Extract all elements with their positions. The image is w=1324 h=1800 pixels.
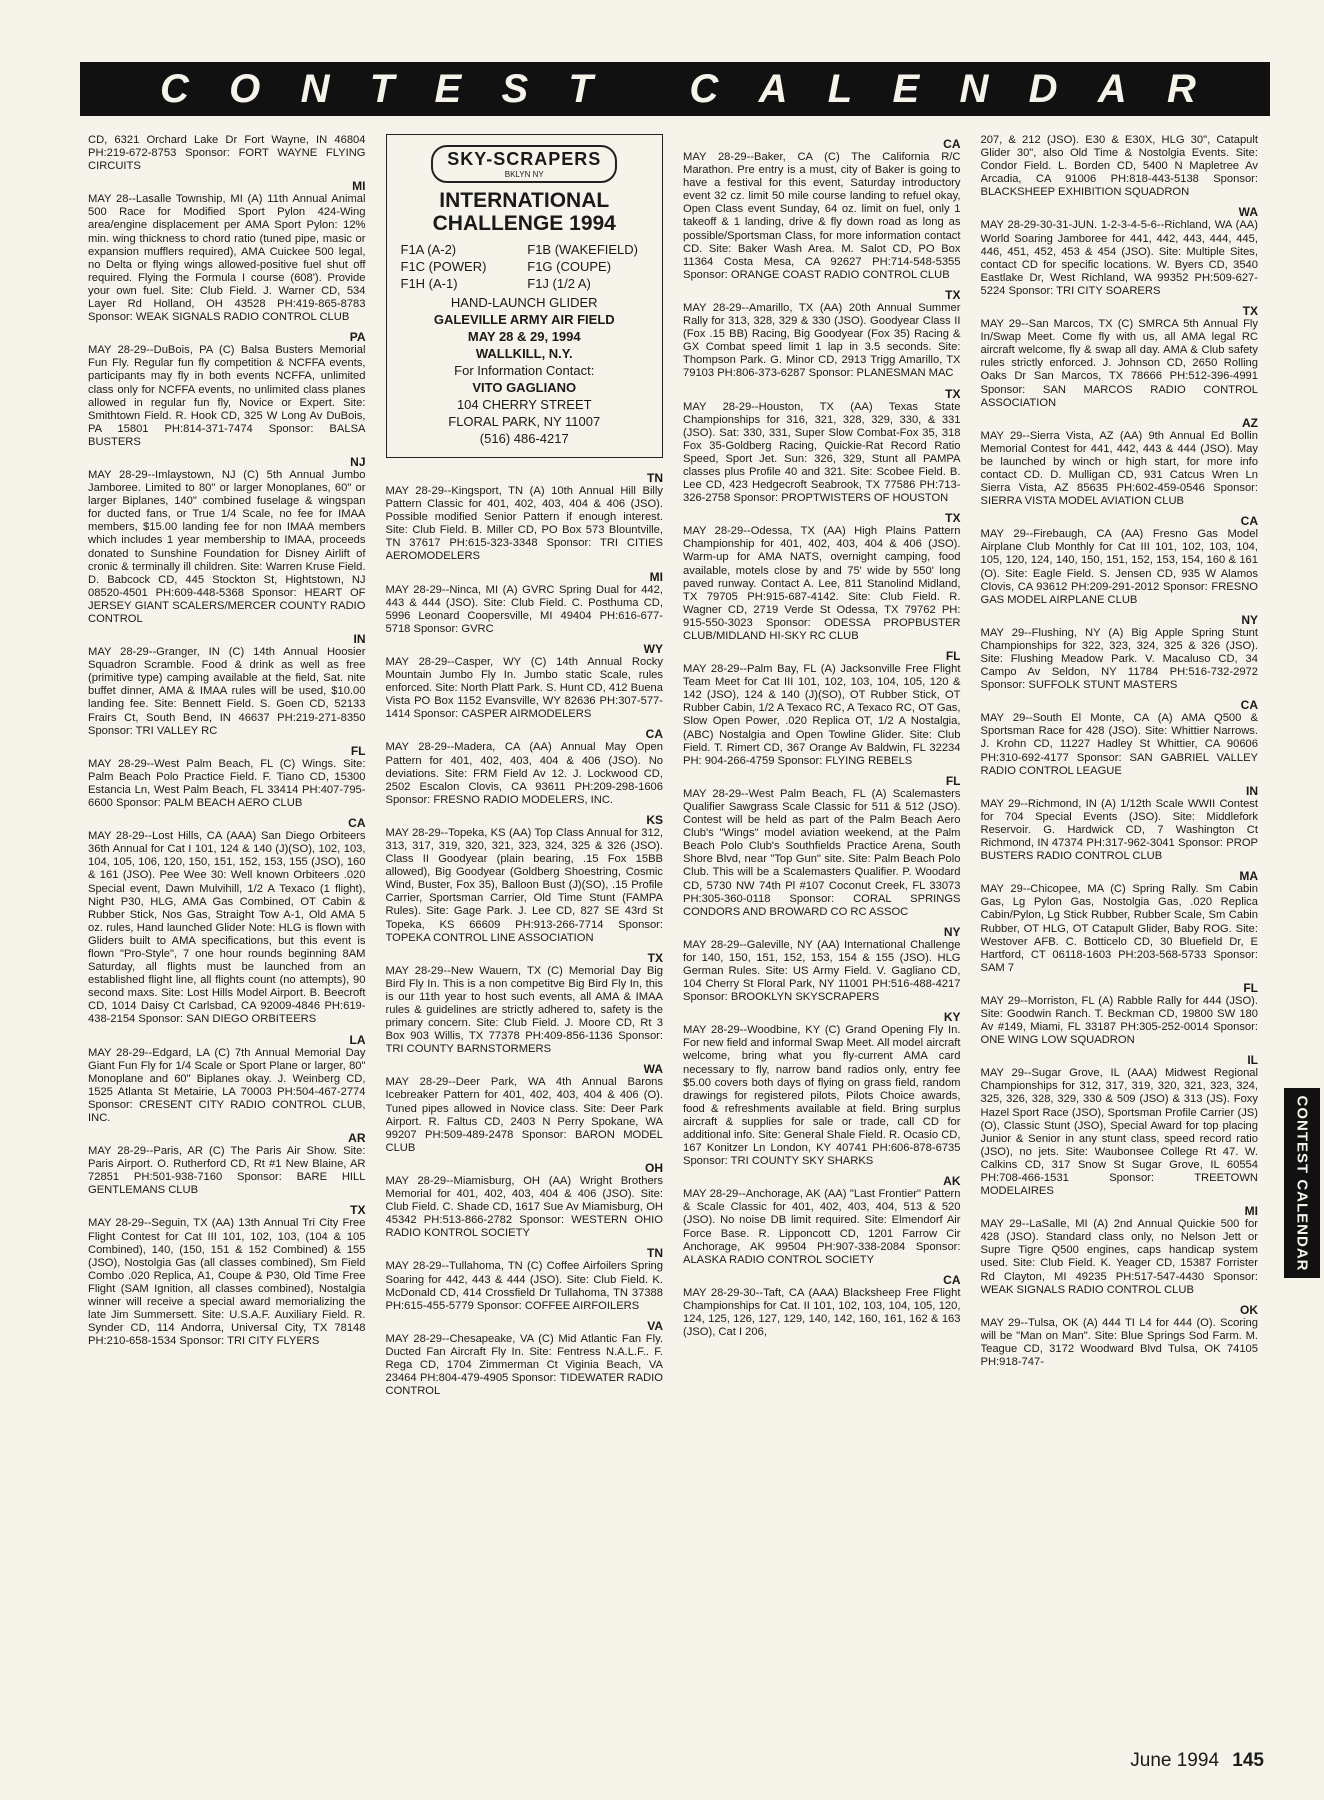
state-heading: WA [643,1062,663,1077]
ad-line: 104 CHERRY STREET [456,397,592,412]
state-heading: CA [348,816,366,831]
ad-class: F1A (A-2) [400,242,457,257]
contest-calendar-banner [80,62,1270,116]
contest-entry: MAY 28-29--Madera, CA (AA) Annual May Open Pattern for 401, 402, 403, 404 & 406 (JSO). No deviations. Site: FRM Field Av 12. J. Lockwood CD, 2502 Escalon Clovis, CA 93611 PH:209-298-1606 Sponsor: FRESNO RADIO MODELERS, INC. [385,741,663,806]
contest-entry: MAY 29--Richmond, IN (A) 1/12th Scale WWII Contest for 704 Special Events (JSO). Site: Middlefork Reservoir. G. Hardwick CD, 7 Washington Ct Richmond, IN 47374 PH:317-962-3041 Sponsor: PROP BUSTERS RADIO CONTROL CLUB [980,797,1258,863]
state-heading: NY [1241,612,1258,627]
contest-entry: MAY 28-29--West Palm Beach, FL (C) Wings. Site: Palm Beach Polo Practice Field. F. Tiano CD, 15300 Estancia Ln, West Palm Beach, FL 33414 PH:407-795-6600 Sponsor: PALM BEACH AERO CLUB [88,757,366,810]
contest-entry: MAY 28-29--Woodbine, KY (C) Grand Opening Fly In. For new field and informal Swap Meet. All model aircraft welcome, bring what you fly-current AMA card necessary to fly, narrow band radios only, entry fee $5.00 covers both days of flying on grass field, random drawings for registered pilots, Pilots Choice awards, food & refreshments available at field. Bring surplus aircraft & supplies for sale or trade, call CD for additional info. Site: General Shale Field. R. Ocasio CD, 167 Konitzer Ln London, KY 40741 PH:606-878-6735 Sponsor: TRI COUNTY SKY SHARKS [683,1024,961,1168]
ad-line: FLORAL PARK, NY 11007 [448,414,601,429]
state-heading: FL [350,743,366,758]
state-heading: NJ [350,454,366,469]
state-heading: TX [647,950,663,965]
ad-line: GALEVILLE ARMY AIR FIELD [433,312,615,327]
contest-entry: MAY 29--Sierra Vista, AZ (AA) 9th Annual Ed Bollin Memorial Contest for 441, 442, 443 & 444 (JSO). May be launched by winch or high start, for more info contact CD. D. Mulligan CD, 931 Catcus Wren Ln Sierra Vista, AZ 85635 PH:602-459-0546 Sponsor: SIERRA VISTA MODEL AVIATION CLUB [980,429,1258,508]
contest-entry: MAY 29--Chicopee, MA (C) Spring Rally. Sm Cabin Gas, Lg Pylon Gas, Nostolgia Gas, .020 Replica Cabin/Pylon, Lg Stick Rubber, Rubber Scale, Sm Cabin Rubber, OT HLG, OT Catapult Glider, Baby ROG. Site: Westover AFB. C. Botticelo CD, 30 Bluefield Dr, E Hartford, CT 06118-1603 PH:203-568-5733 Sponsor: SAM 7 [980,883,1258,974]
state-heading: OH [645,1160,663,1175]
state-heading: MI [352,179,366,194]
state-heading: NY [943,924,961,939]
side-tab-label: CONTEST CALENDAR [1293,1095,1311,1271]
state-heading: CA [1240,698,1258,713]
state-heading: WA [1238,205,1258,220]
ad-line: (516) 486-4217 [479,431,569,446]
contest-entry: MAY 29--Tulsa, OK (A) 444 TI L4 for 444 (O). Scoring will be "Man on Man". Site: Blue Springs Sod Farm. M. Teague CD, 3172 Woodward Blvd Tulsa, OK 74105 PH:918-747- [980,1316,1258,1369]
banner-letter: T [369,66,399,111]
contest-entry: 207, & 212 (JSO). E30 & E30X, HLG 30", Catapult Glider 30", also Old Time & Nostolgia Events. Site: Condor Field. L. Borden CD, 5400 N Mapletree Av Arcadia, CA 91006 PH:818-443-5138 Sponsor: BLACKSHEEP EXHIBITION SQUADRON [980,134,1258,199]
ad-class: F1G (COUPE) [527,259,612,274]
banner-letter: E [892,66,924,111]
state-heading: CA [645,727,663,742]
column-2 [386,134,664,1734]
ad-line: WALLKILL, N.Y. [475,346,573,361]
ad-class: F1C (POWER) [400,259,487,274]
banner-letter: A [758,66,792,111]
state-heading: OK [1240,1302,1258,1317]
state-heading: IN [353,632,366,647]
banner-letter: D [1028,66,1062,111]
ad-line: MAY 28 & 29, 1994 [467,329,581,344]
state-heading: AZ [1242,415,1258,430]
contest-entry: MAY 28-29--Galeville, NY (AA) International Challenge for 140, 150, 151, 152, 153, 154 & 155 (JSO). HLG German Rules. Site: US Army Field. V. Gagliano CD, 104 Cherry St Floral Park, NY 11001 PH:516-488-4217 Sponsor: BROOKLYN SKYSCRAPERS [683,938,961,1004]
state-heading: IL [1247,1053,1258,1068]
contest-entry: MAY 28-29--Miamisburg, OH (AA) Wright Brothers Memorial for 401, 402, 403, 404 & 406 (JSO). Site: Club Field. C. Shade CD, 1617 Sue Av Miamisburg, OH 45342 PH:513-866-2782 Sponsor: WESTERN OHIO RADIO KONTROL SOCIETY [385,1174,663,1240]
calendar-columns [88,134,1258,1734]
banner-letter: C [160,66,193,111]
contest-entry: MAY 28-29--Granger, IN (C) 14th Annual Hoosier Squadron Scramble. Food & drink as well as free (primitive type) camping available at the field, Sat. nite buffet dinner, AMA & IMAA rules will be used, $10.00 landing fee. Site: Bennett Field. S. Goen CD, 52133 Frairs Ct, South Bend, IN 46637 PH:219-271-8350 Sponsor: TRI VALLEY RC [88,646,366,737]
contest-entry: MAY 28-29--New Wauern, TX (C) Memorial Day Big Bird Fly In. This is a non competitve Big Bird Fly In, this is our 11th year to host such events, all AMA & IMAA rules & guidelines are strictly adhered to, safety is the primary concern. Site: Club Field. J. Moore CD, Rt 3 Box 903 Willis, TX 77378 PH:409-856-1136 Sponsor: TRI COUNTY BARNSTORMERS [385,964,663,1056]
banner-letter: R [1166,66,1200,111]
contest-entry: MAY 29--Firebaugh, CA (AA) Fresno Gas Model Airplane Club Monthly for Cat III 101, 102, 103, 104, 105, 120, 124, 140, 150, 151, 152, 153, 154, 160 & 161 (O). Site: Eagle Field. S. Jensen CD, 935 W Alamos Clovis, CA 93612 PH:209-291-2012 Sponsor: FRESNO GAS MODEL AIRPLANE CLUB [980,528,1258,606]
state-heading: AK [943,1174,961,1189]
contest-entry: MAY 28-29--Lost Hills, CA (AAA) San Diego Orbiteers 36th Annual for Cat I 101, 124 & 140 (J)(SO), 102, 103, 104, 105, 106, 120, 150, 151, 152, 153, 155 (JSO), 160 & 161 (JSO). Pee Wee 30: Well known Orbiteers .020 Special event, Dawn Mulvihill, 1/2 A Texaco (1 flight), Night P30, HLG, AMA Gas Combined, OT Cabin & Rubber Stick, Nos Gas, Straight Tow A-1, Old AMA 5 oz. rules, Hand launched Glider Note: HLG is flown with Gliders built to AMA specifications, but this event is flown "Pro-Style", 7 one hour rounds beginning 8AM Saturday, all flights must be launched from an established flight line, all flights count (no attempts), 90 second maxs. Site: Lost Hills Model Airport. B. Beecroft CD, 1014 Daisy Ct Carlsbad, CA 92009-4846 PH:619-438-2154 Sponsor: SAN DIEGO ORBITEERS [88,830,366,1026]
contest-entry: MAY 28-29--DuBois, PA (C) Balsa Busters Memorial Fun Fly. Regular fun fly competition & NCFFA events, participants may fly in both events NCFFA, unlimited class only for NCFFA events, no unlimited class planes allowed in regular fun fly, Novice or Expert. Site: Smithtown Field. R. Hook CD, 325 W Long Av DuBois, PA 15801 PH:814-371-7474 Sponsor: BALSA BUSTERS [88,344,366,448]
state-heading: MI [649,569,663,584]
contest-entry: CD, 6321 Orchard Lake Dr Fort Wayne, IN 46804 PH:219-672-8753 Sponsor: FORT WAYNE FLYING CIRCUITS [88,134,366,173]
banner-letter: E [434,66,466,111]
contest-entry: MAY 28-29--Edgard, LA (C) 7th Annual Memorial Day Giant Fun Fly for 1/4 Scale or Sport Plane or larger, 80" Monoplane and 60" Biplanes okay. J. Weinberg CD, 1525 Atlanta St Metairie, LA 70003 PH:504-467-2774 Sponsor: CRESENT CITY RADIO CONTROL CLUB, INC. [88,1046,366,1124]
side-section-tab [1284,1088,1320,1278]
contest-entry: MAY 28-29--Casper, WY (C) 14th Annual Rocky Mountain Jumbo Fly In. Jumbo static Scale, rules enforced. Site: North Platt Park. S. Hunt CD, 412 Buena Vista PO Box 1152 Evansville, WY 82636 PH:307-577-1414 Sponsor: CASPER AIRMODELERS [385,655,663,721]
contest-entry: MAY 28-29--Seguin, TX (AA) 13th Annual Tri City Free Flight Contest for Cat III 101, 102, 103, (104 & 105 Combined), 140, (150, 151 & 152 Combined) & 155 (JSO), Nostolgia Gas (all classes combined), Sm Field Combo .020 Replica, A1, Coupe & P30, Old Time Free Flight (SAM Ignition, all classes combined), Nostalgia winner will receive a special award memorializing the late Jim Summersett. Site: U.S.A.F. Auxiliary Field. R. Synder CD, 114 Andorra, Universal City, TX 78148 PH:210-658-1534 Sponsor: TRI CITY FLYERS [88,1217,366,1348]
state-heading: FL [945,649,961,664]
banner-letter: L [827,66,857,111]
contest-entry: MAY 29--San Marcos, TX (C) SMRCA 5th Annual Fly In/Swap Meet. Come fly with us, all AMA legal RC aircraft welcome, fly & swap all day. AMA & Club safety rules strictly enforced. J. Johnson CD, 2650 Rolling Oaks Dr San Marcos, TX 78666 PH:512-396-4991 Sponsor: SAN MARCOS RADIO CONTROL ASSOCIATION [980,318,1258,409]
contest-entry: MAY 28-29--West Palm Beach, FL (A) Scalemasters Qualifier Sawgrass Scale Classic for 511 & 512 (JSO). Contest will be held as part of the Palm Beach Aero Club's "Wings" model aviation weekend, at the Palm Beach Polo Club's Southfields Practice Arena, South Shore Blvd, near "Top Gun" site. Site: Palm Beach Polo Club. This will be a Scalemasters Qualifier. P. Woodard CD, 5730 NW 74th Pl #107 Coconut Creek, FL 33073 PH:305-360-0118 Sponsor: CORAL SPRINGS CONDORS AND BROWARD CO RC ASSOC [683,787,961,918]
banner-letter: S [501,66,533,111]
contest-entry: MAY 29--LaSalle, MI (A) 2nd Annual Quickie 500 for 428 (JSO). Standard class only, no Nelson Jett or Supre Tigre Q500 engines, caps handicap system used. Site: Club Field. K. Yeager CD, 15387 Forrister Rd Clayton, MI 49235 PH:517-547-4430 Sponsor: WEAK SIGNALS RADIO CONTROL CLUB [980,1218,1258,1296]
contest-entry: MAY 28-29-30-31-JUN. 1-2-3-4-5-6--Richland, WA (AA) World Soaring Jamboree for 441, 442, 443, 444, 445, 446, 451, 452, 453 & 454 (JSO). Site: Multiple Sites, contact CD for specific locations. W. Byers CD, 3540 Eastlake Dr, West Richland, WA 99352 PH:509-627-5224 Sponsor: TRI CITY SOARERS [980,219,1258,297]
state-heading: TX [945,511,961,526]
state-heading: MI [1244,1204,1258,1219]
contest-entry: MAY 28-29--Chesapeake, VA (C) Mid Atlantic Fan Fly. Ducted Fan Aircraft Fly In. Site: Fentress N.A.L.F.. F. Rega CD, 1704 Zimmerman Ct Viginia Beach, VA 23464 PH:804-479-4905 Sponsor: TIDEWATER RADIO CONTROL [385,1332,663,1398]
banner-letter: O [229,66,265,111]
state-heading: TX [945,386,961,401]
contest-entry: MAY 28--Lasalle Township, MI (A) 11th Annual Animal 500 Race for Modified Sport Pylon 424-Wing area/engine displacement per AMA Sport Pylon: 12% min. wing thickness to chord ratio (tuned pipe, masic or expansion mufflers required), AMA Cuickee 500 legal, no Delta or flying wings allowed-positive fuel shut off required. Flying the Formula I course (608'). Provide your own fuel. Site: Club Field. J. Warner CD, 534 Layer Rd Holland, OH 43528 PH:419-865-8783 Sponsor: WEAK SIGNALS RADIO CONTROL CLUB [88,193,366,324]
contest-entry: MAY 28-29--Odessa, TX (AA) High Plains Pattern Championship for 401, 402, 403, 404 & 406 (JSO). Warm-up for AMA NATS, overnight camping, food available, motels close by and 75' wide by 550' long paved runway. Contact A. Lee, 811 Stanolind Midland, TX 79705 PH:915-687-4142. Site: Club Field. R. Wagner CD, 2719 Verde St Odessa, TX 79762 PH: 915-550-3023 Sponsor: ODESSA PROPBUSTER CLUB/MIDLAND HI-SKY RC CLUB [683,525,961,642]
state-heading: MA [1239,869,1258,884]
state-heading: FL [1243,980,1258,995]
sky-scrapers-advertisement [386,134,664,458]
contest-entry: MAY 28-29--Amarillo, TX (AA) 20th Annual Summer Rally for 313, 328, 329 & 330 (JSO). Goodyear Class II (Fox .15 BB) Racing, Big Goodyear (Fox 35) Racing & GX Combat speed limit 1 lap in 3.5 seconds. Site: Thompson Park. G. Minor CD, 2913 Trigg Amarillo, TX 79103 PH:806-373-6287 Sponsor: PLANESMAN MAC [683,301,961,380]
contest-entry: MAY 28-29--Baker, CA (C) The California R/C Marathon. Pre entry is a must, city of Baker is going to have a festival for this event, Saturday introductory event 32 cz. limit 50 mile course landing to refuel okay, Open Class event Sunday, 64 oz. limit on fuel, only 1 takeoff & 1 landing, drive & fly down road as long as possible/Sportsman Class, for more information contact CD. Site: Baker Wash Area. M. Salot CD, PO Box 11364 Costa Mesa, CA 92627 PH:714-548-5355 Sponsor: ORANGE COAST RADIO CONTROL CLUB [683,151,961,281]
contest-entry: MAY 28-29--Kingsport, TN (A) 10th Annual Hill Billy Pattern Classic for 401, 402, 403, 404 & 406 (JSO). Possible modified Senior Pattern if enough interest. Site: Club Field. B. Miller CD, PO Box 573 Blountville, TN 37617 PH:615-323-3348 Sponsor: TRI CITIES AEROMODELERS [385,485,663,563]
contest-entry: MAY 28-29--Anchorage, AK (AA) "Last Frontier" Pattern & Scale Classic for 401, 402, 403, 404, 513 & 520 (JSO). No noise DB limit required. Site: Elmendorf Air Force Base. R. Lipponcott CD, 1201 Farrow Cir Anchorage, AK 99504 PH:907-338-2084 Sponsor: ALASKA RADIO CONTROL SOCIETY [683,1188,961,1266]
banner-letter: N [300,66,334,111]
state-heading: CA [943,137,961,151]
ad-line: VITO GAGLIANO [472,380,577,395]
column-4 [981,134,1259,1734]
state-heading: TX [350,1203,366,1218]
contest-entry: MAY 28-29--Houston, TX (AA) Texas State Championships for 316, 321, 328, 329, 330, & 331 (JSO). Sat: 330, 331, Super Slow Combat-Fox 35, 318 Fox 35-Goldberg Racing, Quickie-Rat Record Ratio Speed, Sport Jet. Sun: 326, 329, Stunt all PAMPA classes plus Profile 40 and 321. Site: Scobee Field. B. Lee CD, 423 Hedgecroft Seabrook, TX 77586 PH:713-326-2758 Sponsor: PROPTWISTERS OF HOUSTON [683,400,961,505]
state-heading: CA [943,1272,961,1287]
ad-class-list [401,241,655,292]
contest-entry: MAY 29--Morriston, FL (A) Rabble Rally for 444 (JSO). Site: Goodwin Ranch. T. Beckman CD, 19800 SW 180 Av #149, Miami, FL 33187 PH:305-252-0014 Sponsor: ONE WING LOW SQUADRON [980,994,1258,1047]
ad-line: For Information Contact: [454,363,595,378]
banner-letter: C [689,66,723,111]
state-heading: TX [945,287,961,302]
contest-entry: MAY 29--Sugar Grove, IL (AAA) Midwest Regional Championships for 312, 317, 319, 320, 321, 323, 324, 325, 326, 328, 329, 330 & 509 (JSO) & 313 (JS). Foxy Hazel Sport Race (JSO), Sportsman Profile Carrier (JS)(O), Classic Stunt (JSO), Special Award for top placing Junior & Senior in any stunt class, speed record ratio (JSO), no jets. Site: Waubonsee College Rt 47. W. Calkins CD, 317 Snow St Sugar Grove, IL 60554 PH:708-466-1531 Sponsor: TREETOWN MODELAIRES [980,1067,1258,1198]
ad-class: F1H (A-1) [400,276,458,291]
state-heading: CA [1240,514,1258,529]
issue-date: June 1994 [1130,1750,1220,1771]
state-heading: VA [647,1318,663,1333]
state-heading: KY [943,1010,961,1025]
state-heading: WY [643,641,663,656]
contest-entry: MAY 29--Flushing, NY (A) Big Apple Spring Stunt Championships for 322, 323, 324, 325 & 326 (JSO). Site: Flushing Meadow Park. V. Macaluso CD, 34 Campo Av Seldon, NY 11784 PH:516-732-2972 Sponsor: SUFFOLK STUNT MASTERS [980,626,1258,692]
column-3 [683,134,961,1734]
state-heading: KS [646,812,663,827]
contest-entry: MAY 28-29-30--Taft, CA (AAA) Blacksheep Free Flight Championships for Cat. II 101, 102, 103, 104, 105, 120, 124, 125, 126, 127, 129, 140, 142, 160, 161, 162 & 163 (JSO), Cat I 206, [683,1286,961,1339]
contest-entry: MAY 28-29--Tullahoma, TN (C) Coffee Airfoilers Spring Soaring for 442, 443 & 444 (JSO). Site: Club Field. K. McDonald CD, 414 Crossfield Dr Tullahoma, TN 37388 PH:615-455-5779 Sponsor: COFFEE AIRFOILERS [385,1260,663,1312]
contest-entry: MAY 28-29--Deer Park, WA 4th Annual Barons Icebreaker Pattern for 401, 402, 403, 404 & 406 (O). Tuned pipes allowed in Novice class. Site: Deer Park Airport. R. Faltus CD, 2403 N Perry Spokane, WA 99207 PH:509-489-2478 Sponsor: BARON MODEL CLUB [385,1076,663,1154]
contest-entry: MAY 28-29--Palm Bay, FL (A) Jacksonville Free Flight Team Meet for Cat III 101, 102, 103, 104, 105, 120 & 142 (JSO), 124 & 140 (J)(SO), OT Rubber Stick, OT Rubber Cabin, 1/2 A Texaco RC, A Texaco RC, OT Gas, Slow Open Power, .020 Replica OT, 1/2 A Nostalgia, (ABC) Nostalgia and Open Towline Glider. Site: Club Field. T. Rimert CD, 367 Orange Av Baldwin, FL 32234 PH: 904-266-4759 Sponsor: FLYING REBELS [683,663,961,767]
banner-letter: A [1097,66,1131,111]
banner-letter: T [568,66,597,111]
state-heading: TN [647,471,663,485]
state-heading: LA [349,1032,366,1047]
logo-text: SKY-SCRAPERS [447,149,602,169]
state-heading: IN [1246,783,1258,798]
logo-subtext: BKLYN NY [504,170,544,179]
state-heading: AR [348,1131,366,1146]
ad-title-line-1: INTERNATIONAL [439,189,610,212]
ad-line: HAND-LAUNCH GLIDER [450,295,598,310]
contest-entry: MAY 28-29--Ninca, MI (A) GVRC Spring Dual for 442, 443 & 444 (JSO). Site: Club Field. C. Posthuma CD, 5996 Leonard Coopersville, MI 49404 PH:616-677-5718 Sponsor: GVRC [385,583,663,635]
page-footer [1130,1750,1264,1772]
state-heading: TX [1242,304,1258,319]
column-1 [88,134,366,1734]
ad-title-line-2: CHALLENGE 1994 [432,212,616,235]
contest-entry: MAY 28-29--Topeka, KS (AA) Top Class Annual for 312, 313, 317, 319, 320, 321, 323, 324, 325 & 326 (JSO). Class II Goodyear (plain bearing, .15 Fox 15BB allowed), Big Goodyear (Goldberg Shoestring, Cosmic Wind, Buster, Fox 35), Balloon Bust (J)(SO), .15 Profile Carrier, Sportsman Carrier, Old Time Stunt (FAMPA Rules). Site: Gage Park. J. Lee CD, 827 SE 43rd St Topeka, KS 66609 PH:913-266-7714 Sponsor: TOPEKA CONTROL LINE ASSOCIATION [385,826,663,944]
page-number: 145 [1232,1750,1264,1771]
state-heading: FL [945,773,961,788]
ad-class: F1B (WAKEFIELD) [527,242,639,257]
state-heading: TN [647,1246,663,1261]
contest-entry: MAY 29--South El Monte, CA (A) AMA Q500 & Sportsman Race for 428 (JSO). Site: Whittier Narrows. J. Krohn CD, 11227 Hadley St Whittier, CA 90606 PH:310-692-4177 Sponsor: SAN GABRIEL VALLEY RADIO CONTROL LEAGUE [980,712,1258,777]
sky-scrapers-logo [431,145,617,183]
contest-entry: MAY 28-29--Paris, AR (C) The Paris Air Show. Site: Paris Airport. O. Rutherford CD, Rt #1 New Blaine, AR 72851 PH:501-938-7160 Sponsor: BARE HILL GENTLEMANS CLUB [88,1145,366,1197]
ad-class: F1J (1/2 A) [527,276,591,291]
contest-entry: MAY 28-29--Imlaystown, NJ (C) 5th Annual Jumbo Jamboree. Limited to 80" or larger Monoplanes, 60" or larger Biplanes, 140" combined fuselage & wingspan for ducted fans, or True 1/4 Scale, no fee for IMAA members, $15.00 landing fee for non IMAA members which includes 1 year membership to IMAA, proceeds donated to Sunshine Foundation for Disney Airlift of cronic & terminally ill children. Site: Warren Kruse Field. D. Babcock CD, 445 Stockton St, Hightstown, NJ 08520-4501 PH:609-448-5368 Sponsor: HEART OF JERSEY GIANT SCALERS/MERCER COUNTY RADIO CONTROL [88,468,366,625]
state-heading: PA [349,330,366,345]
banner-letter: N [959,66,993,111]
